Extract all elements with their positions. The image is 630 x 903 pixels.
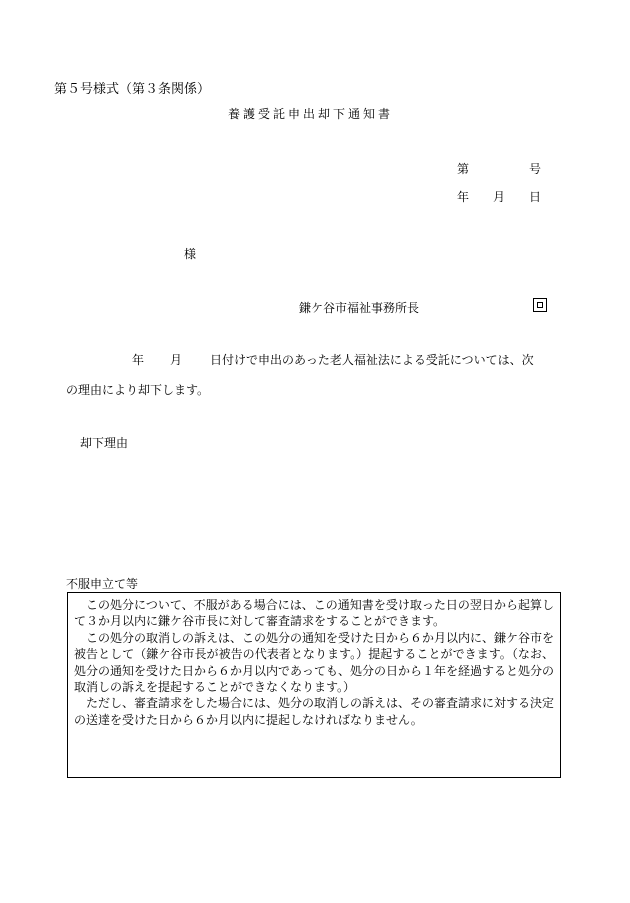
appeal-notice-box: [67, 592, 561, 778]
form-number: 第５号様式（第３条関係）: [54, 82, 211, 97]
body-year: 年: [132, 353, 145, 367]
issuer-name: 鎌ケ谷市福祉事務所長: [299, 301, 420, 315]
body-text-line1: [132, 351, 534, 368]
appeal-paragraph: この処分について、不服がある場合には、この通知書を受け取った日の翌日から起算して３か月以内に鎌ケ谷市長に対して審査請求をすることができます。: [74, 598, 554, 629]
body-month: 月: [170, 353, 183, 367]
appeal-section-label: 不服申立て等: [66, 577, 139, 591]
issue-date-line: [457, 188, 541, 205]
document-title: 養護受託申出却下通知書: [228, 107, 394, 121]
date-day: 日: [529, 190, 542, 204]
appeal-paragraph: この処分の取消しの訴えは、この処分の通知を受けた日から６か月以内に、鎌ケ谷市を被告として（鎌ケ谷市長が被告の代表者となります。）提起することができます。（なお、処分の通知を受けた日から６か月以内であっても、処分の日から１年を経過すると処分の取消しの訴えを提起することができなくなります。）: [74, 630, 555, 695]
body-text-line2: の理由により却下します。: [66, 383, 210, 397]
body-line1-rest: 日付けで申出のあった老人福祉法による受託については、次: [210, 353, 534, 367]
rejection-reason-label: 却下理由: [80, 436, 129, 450]
addressee-honorific: 様: [184, 247, 197, 261]
date-year: 年: [457, 190, 470, 204]
date-month: 月: [493, 190, 506, 204]
doc-number-prefix: 第: [457, 162, 470, 176]
appeal-paragraph: ただし、審査請求をした場合には、処分の取消しの訴えは、その審査請求に対する決定の送達を受けた日から６か月以内に提起しなければなりません。: [74, 696, 555, 727]
doc-number-suffix: 号: [529, 162, 542, 176]
document-number-line: [457, 160, 541, 177]
seal-icon: [533, 298, 547, 312]
